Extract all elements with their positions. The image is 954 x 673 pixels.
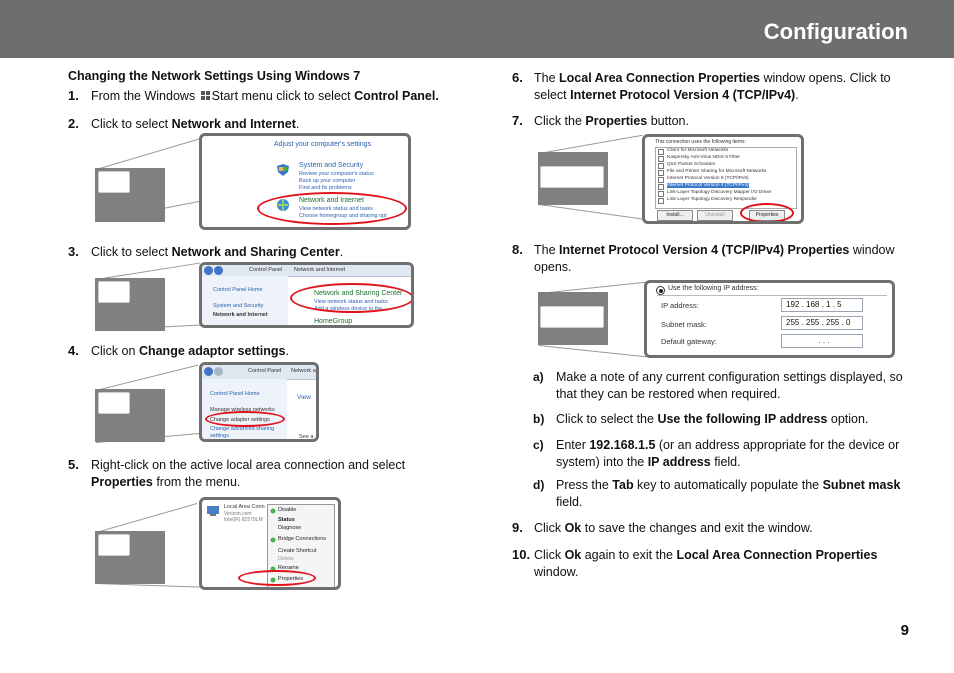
step-number: 9.	[512, 520, 523, 535]
item-checkbox[interactable]	[658, 198, 664, 204]
step-text: window opens.	[534, 243, 895, 274]
thumbnail	[95, 278, 165, 331]
lan-item-label[interactable]: Client for Microsoft Networks	[667, 148, 729, 153]
step-text: Click on	[91, 344, 139, 358]
step-text: Press the	[556, 478, 613, 492]
menu-item-rename[interactable]: Rename	[278, 565, 299, 571]
step-text: The	[534, 71, 560, 85]
highlight-circle	[257, 192, 407, 225]
item-checkbox[interactable]	[658, 177, 664, 183]
screenshot-properties-menu	[95, 497, 345, 591]
thumbnail	[538, 152, 608, 205]
step-text: Click to select	[91, 245, 172, 259]
step-bold: Change adaptor settings	[138, 344, 286, 358]
ipv4-window: Use the following IP address: IP address: 192 . 168 . 1 . 5 Subnet mask: 255 . 255 . 255 . 0 Default gateway: . . .	[644, 280, 895, 358]
lan-item-label[interactable]: Link-Layer Topology Discovery Mapper I/O Driver	[667, 190, 772, 195]
page-header	[0, 0, 954, 58]
lan-properties-window: This connection uses the following items: Install... Uninstall Properties Client for Microsoft Networks Kaspersky Anti-Virus NDIS 6 Filter QoS Packet Scheduler File and Printer Sharing for Microsoft Networks Internet Protocol Version 6 (TCP/IPv6) Internet Protocol Version 4 (TCP/IPv4) Link-Layer Topology Discovery Mapper I/O Driver Link-Layer Topology Discovery Responder	[642, 134, 804, 224]
screenshot-network-and-internet	[95, 133, 415, 231]
step-text: to save the changes and exit the window.	[581, 521, 813, 535]
step-text: window opens. Click to select	[534, 71, 891, 102]
step-text: Click the	[534, 114, 586, 128]
step-bold: Local Area Connection Properties	[559, 71, 760, 85]
step-bold: Local Area Connection Properties	[676, 548, 878, 562]
step-number: 10.	[512, 547, 531, 562]
subnet-mask-field[interactable]: 255 . 255 . 255 . 0	[781, 316, 863, 330]
step-text: Click	[534, 548, 565, 562]
step-text: Click	[534, 521, 565, 535]
default-gateway-field[interactable]: . . .	[781, 334, 863, 348]
step-text: Start menu click to select	[211, 89, 355, 103]
cp-window: Control Panel Network a Control Panel Home Manage wireless networks Change adapter settings Change advanced sharing settings View See a	[199, 362, 319, 442]
step-number: 6.	[512, 70, 523, 85]
menu-item-bridge[interactable]: Bridge Connections	[278, 536, 327, 542]
step-number: 5.	[68, 457, 79, 472]
step-bold: Use the following IP address	[657, 412, 828, 426]
step-bold: IP address	[647, 455, 711, 469]
screenshot-network-sharing-center	[95, 262, 415, 332]
highlight-circle	[740, 203, 794, 223]
screenshot-change-adapter-settings	[95, 362, 325, 444]
step-text: again to exit the	[581, 548, 677, 562]
step-text: Enter	[556, 438, 590, 452]
substep-label: d)	[533, 478, 545, 492]
cp-window: Control Panel Network and Internet Control Panel Home System and Security Network and Internet Network and Sharing Center View network status and tasks Add a wireless device to the HomeGroup	[199, 262, 414, 328]
lan-item-label[interactable]: QoS Packet Scheduler	[667, 162, 716, 167]
step-bold: Internet Protocol Version 4 (TCP/IPv4) Properties	[559, 243, 850, 257]
menu-item-shortcut[interactable]: Create Shortcut	[278, 548, 317, 554]
radio-use-following[interactable]	[656, 286, 665, 295]
lan-item-label[interactable]: File and Printer Sharing for Microsoft Networks	[667, 169, 767, 174]
step-number: 7.	[512, 113, 523, 128]
thumbnail	[95, 389, 165, 442]
step-text: option.	[827, 412, 869, 426]
step-text: The	[534, 243, 560, 257]
step-bold: Tab	[612, 478, 634, 492]
step-bold: Network and Sharing Center	[171, 245, 340, 259]
step-bold: Properties	[91, 475, 153, 489]
step-text: field.	[710, 455, 741, 469]
highlight-circle	[205, 411, 285, 427]
cp-window: Adjust your computer's settings System and Security Review your computer's status Back up your computer Find and fix problems Network and Internet View network status and tasks Choose homegroup and sharing opt	[199, 133, 411, 230]
thumbnail	[95, 168, 165, 222]
step-bold: Network and Internet	[171, 117, 296, 131]
step-number: 4.	[68, 343, 79, 358]
step-number: 3.	[68, 244, 79, 259]
menu-item-diagnose[interactable]: Diagnose	[278, 525, 302, 531]
menu-item-disable[interactable]: Disable	[278, 507, 297, 513]
step-text: (or an address appropriate for the device or system) into the	[556, 438, 900, 469]
step-text: Make a note of any current configuration settings displayed, so that they can be restored when required.	[556, 370, 903, 401]
step-text: Click to select	[91, 117, 172, 131]
menu-item-status[interactable]: Status	[278, 517, 295, 523]
step-text: .	[795, 88, 799, 102]
section-title: Changing the Network Settings Using Windows 7	[68, 69, 361, 83]
lan-item-label[interactable]: Internet Protocol Version 6 (TCP/IPv6)	[667, 176, 749, 181]
step-text: field.	[556, 495, 583, 509]
step-bold: Ok	[564, 521, 582, 535]
context-window: Local Area Conn Verizon.com Intel(R) 82579LM Disable Status Diagnose Bridge Connections Create Shortcut Delete Rename Properties	[199, 497, 341, 590]
thumbnail	[95, 531, 165, 584]
substep-label: a)	[533, 370, 544, 384]
properties-button[interactable]: Properties	[749, 210, 785, 221]
screenshot-ipv4-properties	[538, 280, 898, 360]
network-adapter-icon	[206, 505, 220, 517]
item-checkbox[interactable]	[658, 156, 664, 162]
step-bold: Properties	[585, 114, 648, 128]
shield-icon	[276, 163, 290, 177]
step-bold: Ok	[564, 548, 582, 562]
step-text: From the Windows	[91, 89, 199, 103]
step-text: window.	[534, 565, 579, 579]
step-text: Right-click on the active local area connection and select	[91, 458, 406, 472]
windows-logo-icon	[200, 90, 211, 101]
page-title: Configuration	[763, 19, 908, 44]
highlight-circle	[238, 570, 316, 586]
lan-item-label[interactable]: Kaspersky Anti-Virus NDIS 6 Filter	[667, 155, 740, 160]
item-checkbox[interactable]	[658, 170, 664, 176]
step-text: from the menu.	[152, 475, 241, 489]
step-text: .	[295, 117, 300, 131]
step-bold: 192.168.1.5	[589, 438, 656, 452]
step-number: 8.	[512, 242, 523, 257]
step-text: Click to select the	[556, 412, 658, 426]
substep-label: c)	[533, 438, 544, 452]
step-text: button.	[647, 114, 689, 128]
item-checkbox[interactable]	[658, 184, 664, 190]
page-number: 9	[900, 622, 909, 639]
step-bold: Internet Protocol Version 4 (TCP/IPv4)	[570, 88, 796, 102]
item-checkbox[interactable]	[658, 149, 664, 155]
menu-item-delete[interactable]: Delete	[278, 556, 294, 562]
step-text: .	[285, 344, 289, 358]
install-button[interactable]: Install...	[657, 210, 693, 221]
step-text: key to automatically populate the	[633, 478, 823, 492]
lan-item-label[interactable]: Link-Layer Topology Discovery Responder	[667, 197, 758, 202]
uninstall-button[interactable]: Uninstall	[697, 210, 733, 221]
screenshot-lan-properties	[538, 134, 808, 226]
step-bold: Control Panel.	[354, 89, 439, 103]
thumbnail	[538, 292, 608, 345]
item-checkbox[interactable]	[658, 163, 664, 169]
substep-label: b)	[533, 412, 545, 426]
highlight-circle	[290, 283, 414, 313]
menu-item-properties[interactable]: Properties	[278, 576, 304, 582]
step-number: 1.	[68, 88, 79, 103]
item-checkbox[interactable]	[658, 191, 664, 197]
lan-item-label[interactable]: Internet Protocol Version 4 (TCP/IPv4)	[667, 183, 749, 188]
ip-address-field[interactable]: 192 . 168 . 1 . 5	[781, 298, 863, 312]
step-bold: Subnet mask	[822, 478, 901, 492]
step-number: 2.	[68, 116, 79, 131]
step-text: .	[339, 245, 344, 259]
